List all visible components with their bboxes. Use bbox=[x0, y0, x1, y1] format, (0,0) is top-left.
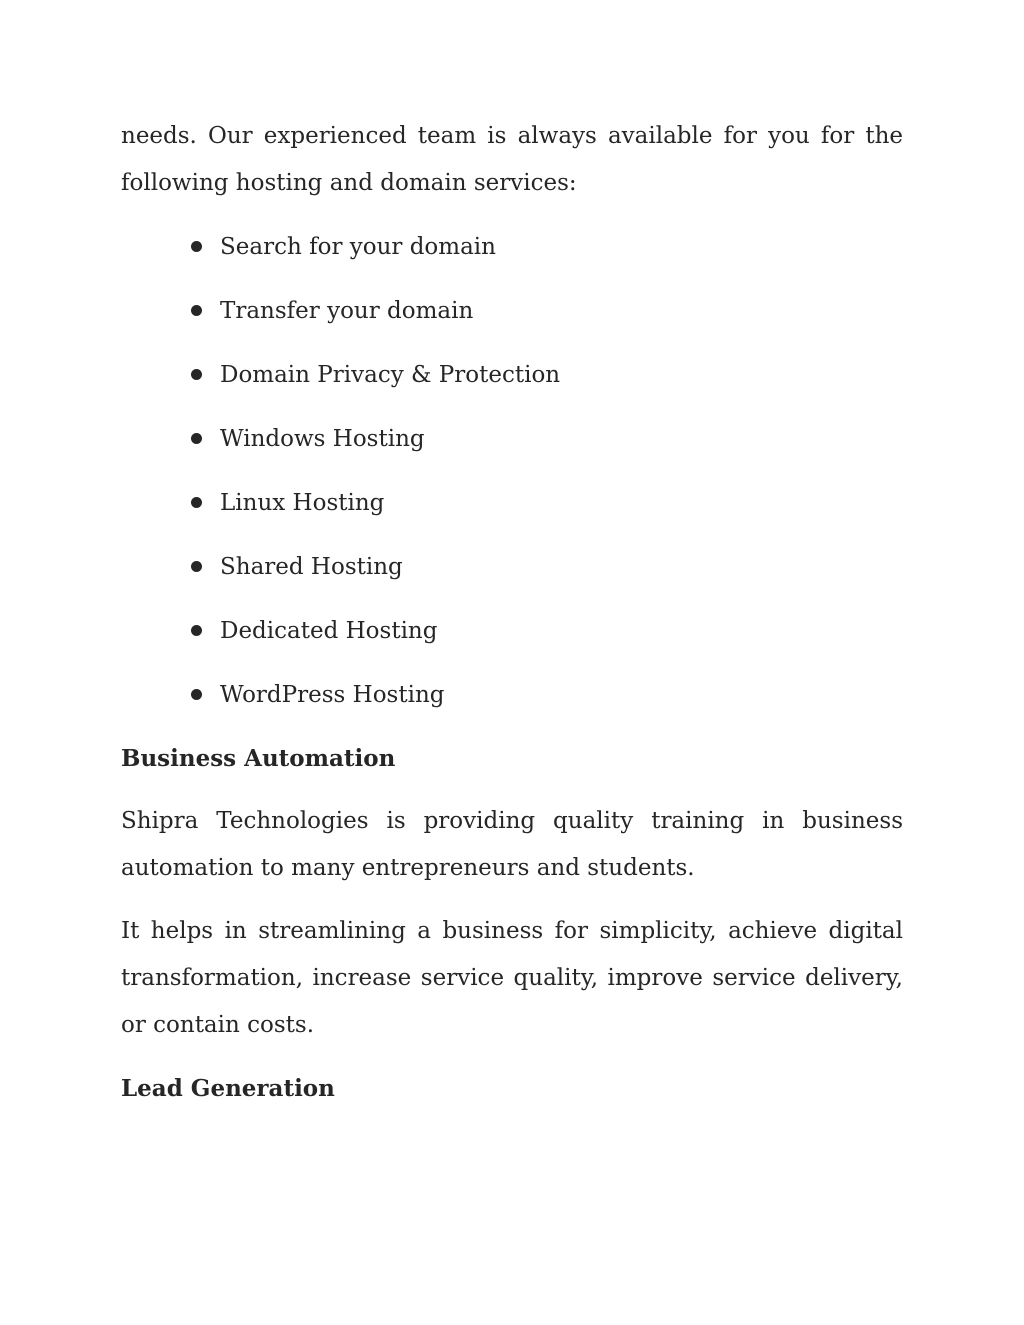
bullet-icon bbox=[191, 305, 202, 316]
business-automation-paragraph-2: It helps in streamlining a business for simplicity, achieve digital transformation, increase service quality, improve service delivery, or contain costs. bbox=[121, 918, 903, 1038]
service-label: Domain Privacy & Protection bbox=[220, 361, 561, 388]
section-heading-lead-generation: Lead Generation bbox=[121, 1075, 335, 1102]
list-item bbox=[191, 351, 903, 398]
document-page bbox=[121, 113, 903, 1128]
service-label: Linux Hosting bbox=[220, 489, 385, 516]
services-list bbox=[121, 223, 903, 718]
list-item bbox=[191, 223, 903, 270]
list-item bbox=[191, 287, 903, 334]
list-item bbox=[191, 543, 903, 590]
business-automation-paragraph-1: Shipra Technologies is providing quality training in business automation to many entrepreneurs and students. bbox=[121, 808, 903, 881]
bullet-icon bbox=[191, 497, 202, 508]
service-label: Windows Hosting bbox=[220, 425, 425, 452]
service-label: WordPress Hosting bbox=[220, 681, 445, 708]
service-label: Dedicated Hosting bbox=[220, 617, 438, 644]
bullet-icon bbox=[191, 561, 202, 572]
list-item bbox=[191, 607, 903, 654]
service-label: Transfer your domain bbox=[220, 297, 474, 324]
intro-paragraph: needs. Our experienced team is always available for you for the following hosting and domain services: bbox=[121, 123, 903, 196]
section-heading-business-automation: Business Automation bbox=[121, 745, 396, 772]
list-item bbox=[191, 479, 903, 526]
bullet-icon bbox=[191, 369, 202, 380]
bullet-icon bbox=[191, 241, 202, 252]
service-label: Shared Hosting bbox=[220, 553, 403, 580]
bullet-icon bbox=[191, 625, 202, 636]
service-label: Search for your domain bbox=[220, 233, 496, 260]
bullet-icon bbox=[191, 433, 202, 444]
list-item bbox=[191, 671, 903, 718]
bullet-icon bbox=[191, 689, 202, 700]
list-item bbox=[191, 415, 903, 462]
